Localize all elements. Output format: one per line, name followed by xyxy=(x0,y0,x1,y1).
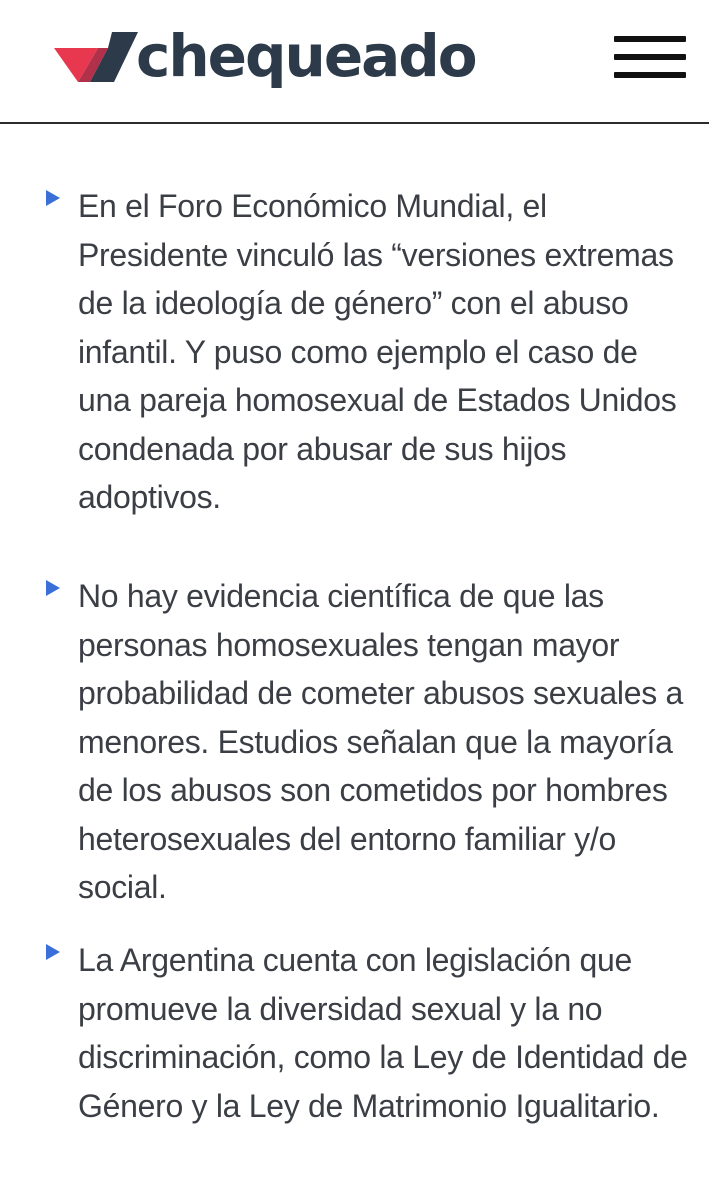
logo-text: chequeado xyxy=(136,22,476,90)
menu-bar xyxy=(614,72,686,78)
menu-bar xyxy=(614,36,686,42)
triangle-bullet-icon xyxy=(46,944,60,960)
triangle-bullet-icon xyxy=(46,580,60,596)
bullet-text: En el Foro Económico Mundial, el Presidente vinculó las “versiones extremas de la ideología de género” con el abuso infantil. Y puso como ejemplo el caso de una pareja homosexual de Estados Unidos condenada por abusar de sus hijos adoptivos. xyxy=(78,188,677,515)
menu-bar xyxy=(614,54,686,60)
chequeado-logo[interactable] xyxy=(54,18,476,98)
bullet-text: No hay evidencia científica de que las personas homosexuales tengan mayor probabilidad de cometer abusos sexuales a menores. Estudios señalan que la mayoría de los abusos son cometidos por hombres heterosexuales del entorno familiar y/o social. xyxy=(78,578,683,905)
site-header xyxy=(0,0,709,124)
logo-mark-icon xyxy=(54,28,138,88)
bullet-text: La Argentina cuenta con legislación que promueve la diversidad sexual y la no discriminación, como la Ley de Identidad de Género y la Ley de Matrimonio Igualitario. xyxy=(78,942,688,1124)
hamburger-menu-icon[interactable] xyxy=(614,36,686,80)
triangle-bullet-icon xyxy=(46,190,60,206)
